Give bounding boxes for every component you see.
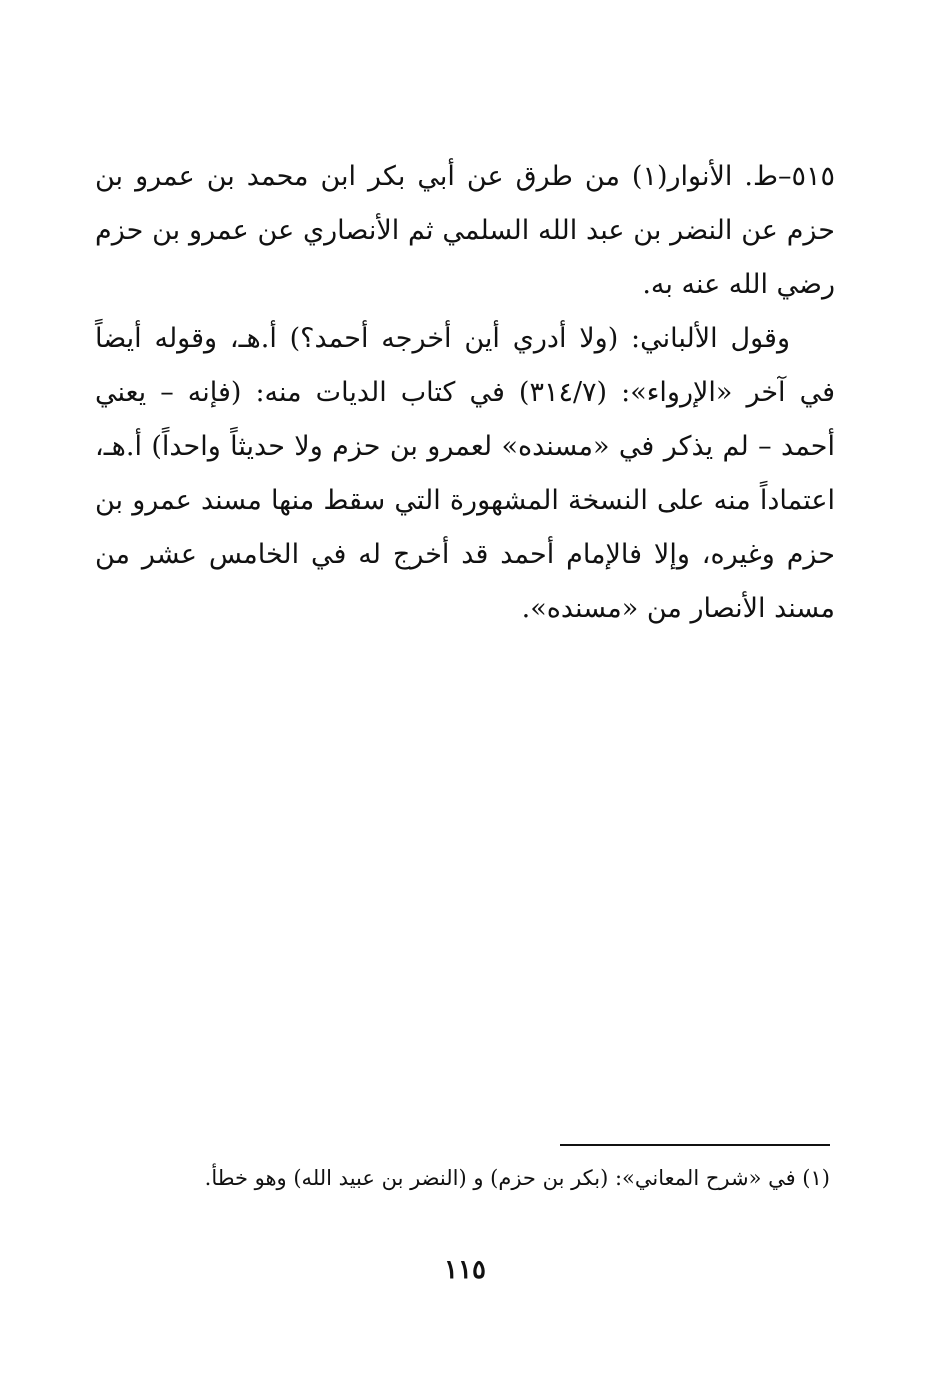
main-text	[95, 150, 835, 636]
footnote-divider	[560, 1144, 830, 1146]
paragraph-hadith-515: ٥١٥–ط. الأنوار(١) من طرق عن أبي بكر ابن محمد بن عمرو بن حزم عن النضر بن عبد الله السلمي ثم الأنصاري عن عمرو بن حزم رضي الله عنه به.	[95, 161, 835, 300]
page-number: ١١٥	[444, 1255, 486, 1285]
paragraph-albani-comment: وقول الألباني: (ولا أدري أين أخرجه أحمد؟) أ.هـ، وقوله أيضاً في آخر «الإرواء»: (٣١٤/٧) في كتاب الديات منه: (فإنه – يعني أحمد – لم يذكر في «مسنده» لعمرو بن حزم ولا حديثاً واحداً) أ.هـ، اعتماداً منه على النسخة المشهورة التي سقط منها مسند عمرو بن حزم وغيره، وإلا فالإمام أحمد قد أخرج له في الخامس عشر من مسند الأنصار من «مسنده».	[95, 323, 835, 624]
footnote: (١) في «شرح المعاني»: (بكر بن حزم) و (النضر بن عبيد الله) وهو خطأ.	[204, 1166, 830, 1190]
